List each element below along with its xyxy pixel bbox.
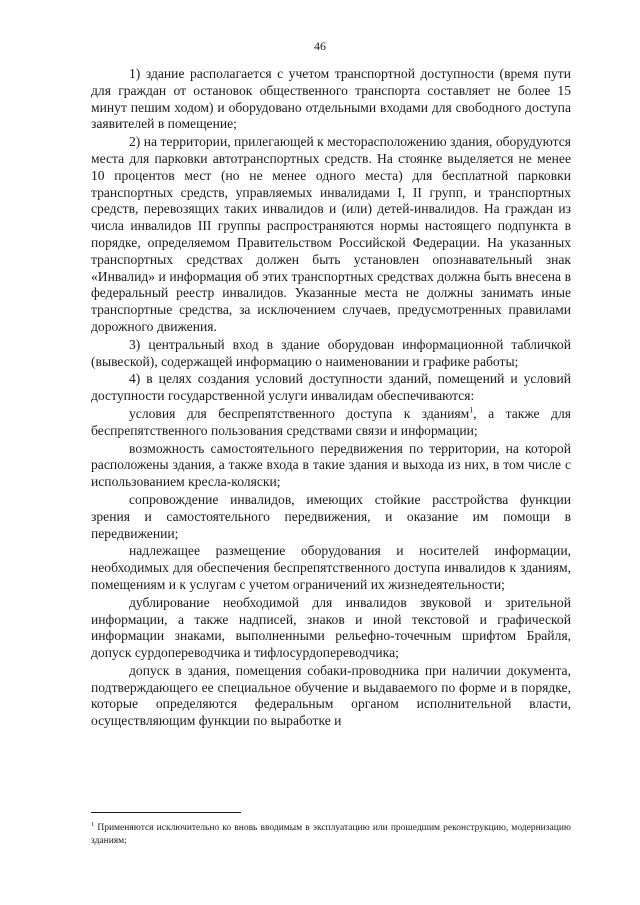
paragraph-4: 4) в целях создания условий доступности зданий, помещений и условий доступности государственной услуги инвалидам обеспечиваются: <box>91 371 571 404</box>
list-item: допуск в здания, помещения собаки-проводника при наличии документа, подтверждающего ее специальное обучение и выдаваемого по форме и в порядке, которые определяются федеральным органом исполнительной власти, осуществляющим функции по выработке и <box>91 662 571 729</box>
paragraph-3: 3) центральный вход в здание оборудован информационной табличкой (вывеской), содержащей информацию о наименовании и графике работы; <box>91 336 571 369</box>
footnote-text: Применяются исключительно ко вновь вводимым в эксплуатацию или прошедшим реконструкцию, модернизацию зданиям; <box>91 823 571 846</box>
footnote <box>91 822 571 848</box>
list-item: дублирование необходимой для инвалидов звуковой и зрительной информации, а также надписей, знаков и иной текстовой и графической информации знаками, выполненными рельефно-точечным шрифтом Брайля, допуск сурдопереводчика и тифлосурдопереводчика; <box>91 594 571 661</box>
list-item: сопровождение инвалидов, имеющих стойкие расстройства функции зрения и самостоятельного передвижения, и оказание им помощи в передвижении; <box>91 491 571 541</box>
paragraph-1: 1) здание располагается с учетом транспортной доступности (время пути для граждан от остановок общественного транспорта составляет не более 15 минут пешим ходом) и оборудовано отдельными входами для свободного доступа заявителей в помещение; <box>91 66 571 132</box>
paragraph-conditions <box>91 406 571 440</box>
page-number: 46 <box>314 39 326 53</box>
list-item: возможность самостоятельного передвижения по территории, на которой расположены здания, а также входа в такие здания и выхода из них, в том числе с использованием кресла-коляски; <box>91 440 571 490</box>
conditions-text-start: условия для беспрепятственного доступа к зданиям <box>129 405 470 421</box>
list-item: надлежащее размещение оборудования и носителей информации, необходимых для обеспечения беспрепятственного доступа инвалидов к зданиям, помещениям и к услугам с учетом ограничений их жизнедеятельности; <box>91 543 571 592</box>
footnote-marker: 1 <box>91 820 95 828</box>
conditions-text-end: , а также для беспрепятственного пользования средствами связи и информации; <box>91 405 571 438</box>
footnote-divider <box>91 812 241 813</box>
footnote-reference[interactable]: 1 <box>469 405 474 415</box>
paragraph-2: 2) на территории, прилегающей к месторасположению здания, оборудуются места для парковки автотранспортных средств. На стоянке выделяется не менее 10 процентов мест (но не менее одного места) для бесплатной парковки транспортных средств, управляемых инвалидами I, II групп, и транспортных средств, перевозящих таких инвалидов и (или) детей-инвалидов. На граждан из числа инвалидов III группы распространяются нормы настоящего подпункта в порядке, определяемом Правительством Российской Федерации. На указанных транспортных средствах должен быть установлен опознавательный знак «Инвалид» и информация об этих транспортных средствах должна быть внесена в федеральный реестр инвалидов. Указанные места не должны занимать иные транспортные средства, за исключением случаев, предусмотренных правилами дорожного движения. <box>91 134 571 334</box>
document-body <box>91 66 571 730</box>
